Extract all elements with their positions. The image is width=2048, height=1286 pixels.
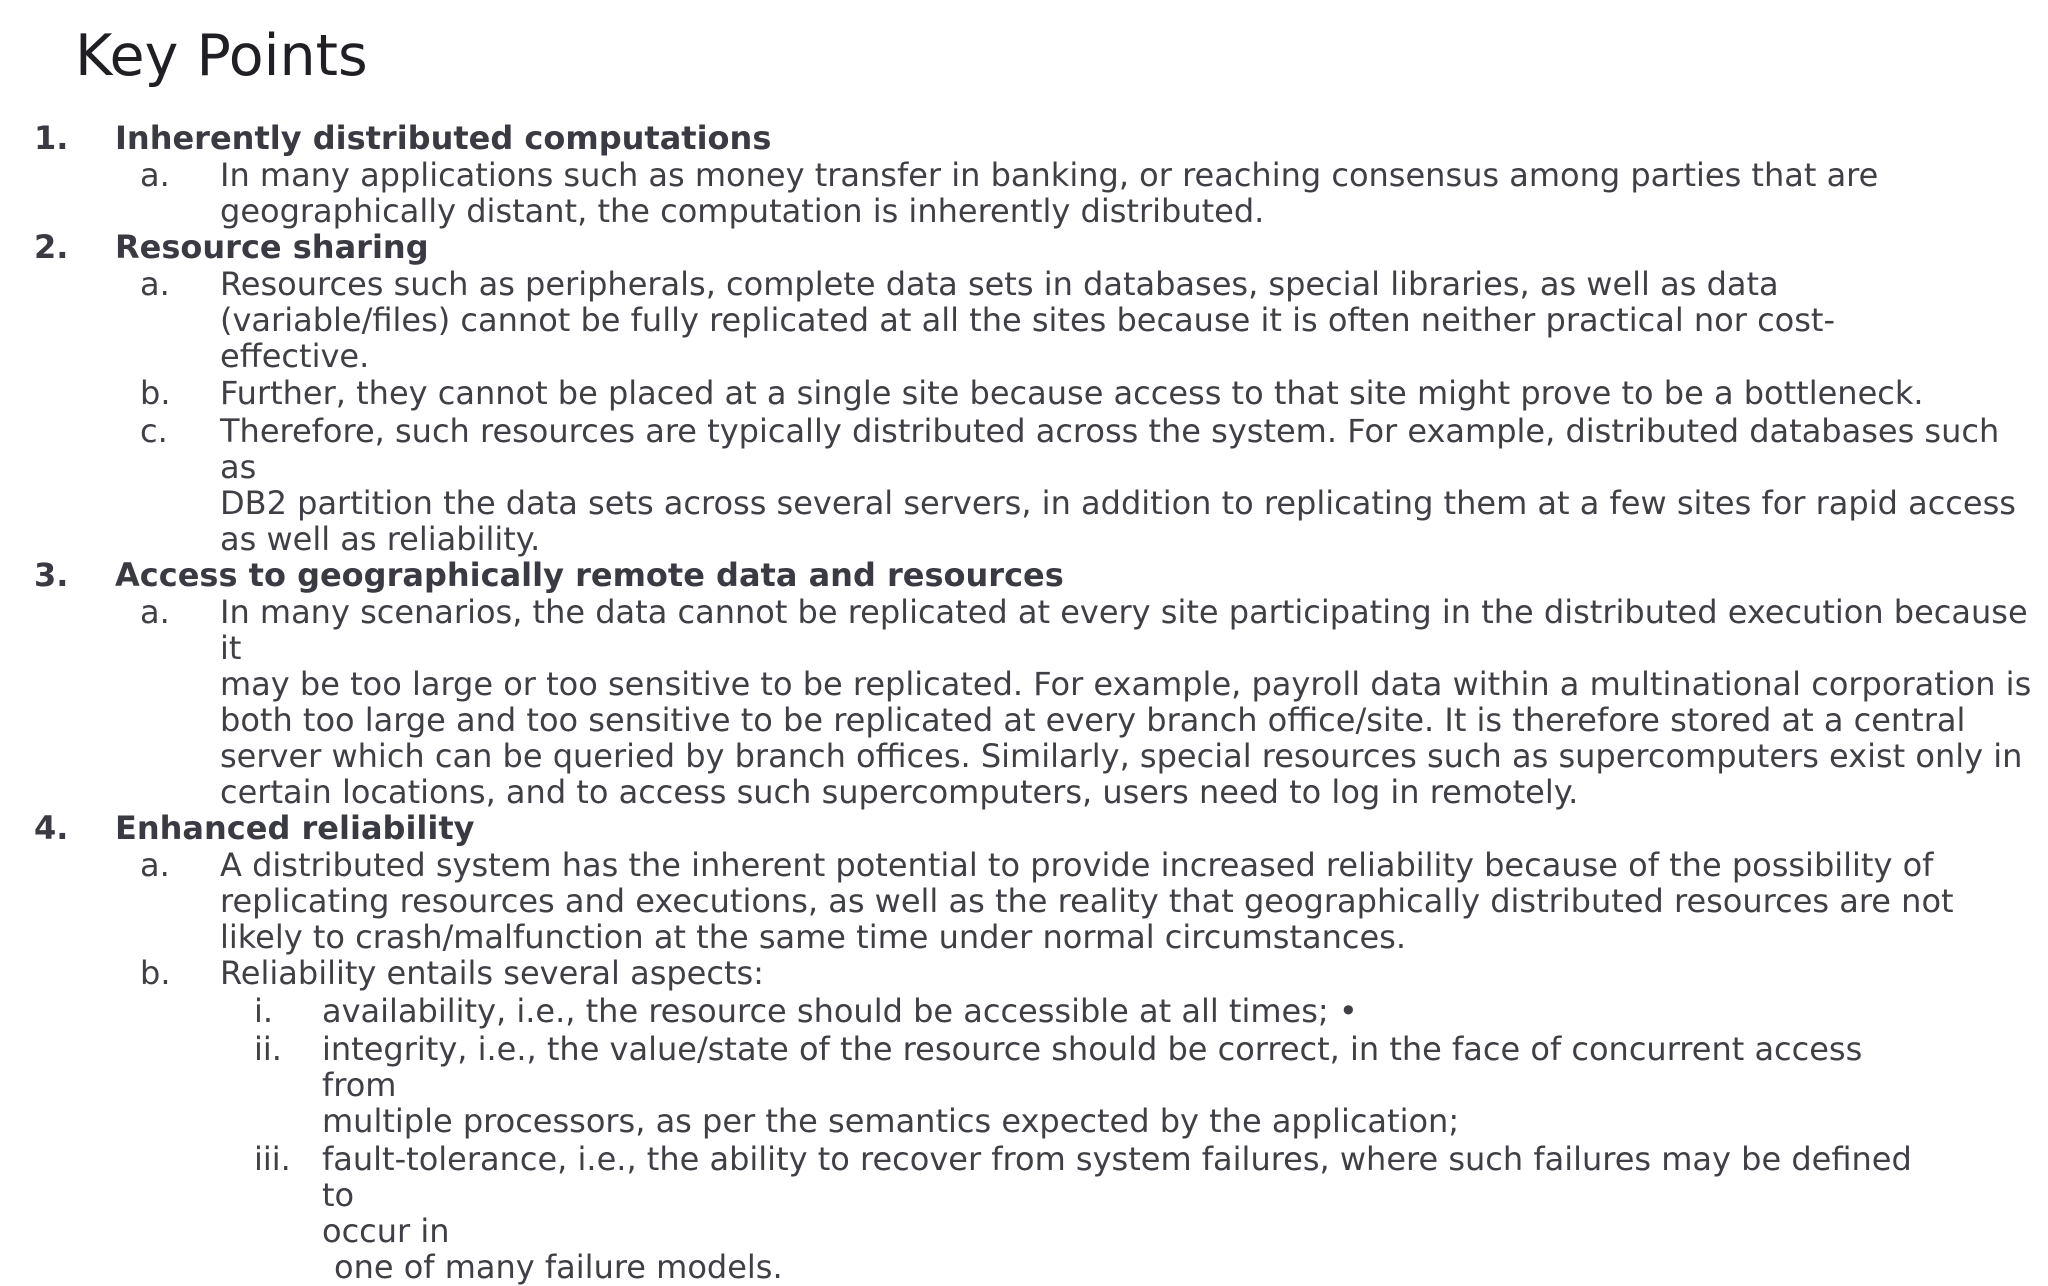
item-line: integrity, i.e., the value/state of the resource should be correct, in the face of concurrent access from — [322, 1030, 1863, 1104]
section-number: 1. — [34, 119, 69, 157]
item-line: certain locations, and to access such supercomputers, users need to log in remotely. — [220, 773, 1579, 811]
item-line: availability, i.e., the resource should be accessible at all times; • — [322, 992, 1358, 1030]
item-letter: a. — [140, 265, 170, 303]
item-line: Resources such as peripherals, complete data sets in databases, special libraries, as well as data — [220, 265, 1779, 303]
sub-list-item — [0, 1031, 2048, 1139]
item-line: Reliability entails several aspects: — [220, 954, 764, 992]
list-item — [0, 375, 2048, 411]
item-roman: i. — [254, 992, 274, 1030]
item-letter: c. — [140, 412, 168, 450]
item-letter: a. — [140, 846, 170, 884]
item-line: replicating resources and executions, as well as the reality that geographically distributed resources are not — [220, 882, 1954, 920]
section-heading: Resource sharing — [115, 228, 429, 266]
item-letter: a. — [140, 593, 170, 631]
item-line: In many scenarios, the data cannot be replicated at every site participating in the distributed execution because it — [220, 593, 2028, 667]
section-heading: Access to geographically remote data and resources — [115, 556, 1064, 594]
item-line: In many applications such as money transfer in banking, or reaching consensus among parties that are — [220, 156, 1879, 194]
item-line: multiple processors, as per the semantics expected by the application; — [322, 1102, 1460, 1140]
item-letter: b. — [140, 374, 171, 412]
section-number: 2. — [34, 228, 69, 266]
section-1 — [0, 120, 2048, 156]
item-line: one of many failure models. — [334, 1248, 783, 1286]
sub-list-item — [0, 1141, 2048, 1285]
section-3 — [0, 557, 2048, 593]
item-line: DB2 partition the data sets across several servers, in addition to replicating them at a few sites for rapid access — [220, 484, 2016, 522]
list-item — [0, 955, 2048, 991]
item-line: A distributed system has the inherent potential to provide increased reliability because of the possibility of — [220, 846, 1934, 884]
section-2 — [0, 229, 2048, 265]
slide-title: Key Points — [75, 23, 368, 89]
section-heading: Inherently distributed computations — [115, 119, 772, 157]
item-roman: ii. — [254, 1030, 282, 1068]
item-roman: iii. — [254, 1140, 291, 1178]
item-letter: b. — [140, 954, 171, 992]
item-line: effective. — [220, 337, 370, 375]
item-line: Further, they cannot be placed at a single site because access to that site might prove to be a bottleneck. — [220, 374, 1924, 412]
item-line: occur in — [322, 1212, 450, 1250]
item-line: geographically distant, the computation is inherently distributed. — [220, 192, 1265, 230]
sub-list-item — [0, 993, 2048, 1029]
item-line: Therefore, such resources are typically distributed across the system. For example, distributed databases such as — [220, 412, 2000, 486]
list-item — [0, 157, 2048, 229]
list-item — [0, 594, 2048, 810]
item-line: (variable/files) cannot be fully replicated at all the sites because it is often neither practical nor cost- — [220, 301, 1835, 339]
item-line: server which can be queried by branch offices. Similarly, special resources such as supercomputers exist only in — [220, 737, 2023, 775]
item-letter: a. — [140, 156, 170, 194]
section-4 — [0, 810, 2048, 846]
key-points-list — [0, 120, 2048, 1285]
section-number: 4. — [34, 809, 69, 847]
list-item — [0, 413, 2048, 557]
item-line: as well as reliability. — [220, 520, 541, 558]
list-item — [0, 266, 2048, 374]
item-line: both too large and too sensitive to be replicated at every branch office/site. It is therefore stored at a central — [220, 701, 1966, 739]
list-item — [0, 847, 2048, 955]
item-line: likely to crash/malfunction at the same time under normal circumstances. — [220, 918, 1407, 956]
item-line: fault-tolerance, i.e., the ability to recover from system failures, where such failures may be defined to — [322, 1140, 1912, 1214]
section-heading: Enhanced reliability — [115, 809, 475, 847]
section-number: 3. — [34, 556, 69, 594]
item-line: may be too large or too sensitive to be replicated. For example, payroll data within a multinational corporation is — [220, 665, 2032, 703]
